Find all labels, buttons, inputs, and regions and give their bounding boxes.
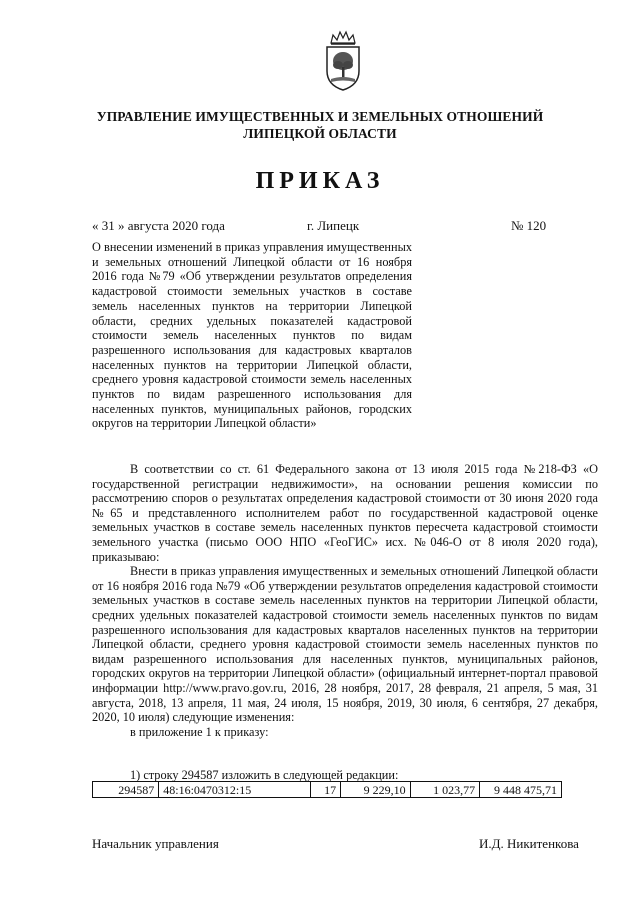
table-cell-area: 9 229,10 (341, 782, 410, 798)
table-cell-row-number: 294587 (93, 782, 159, 798)
table-cell-unit-value: 1 023,77 (410, 782, 479, 798)
table-cell-cadastral-number: 48:16:0470312:15 (159, 782, 311, 798)
table-cell-cadastral-value: 9 448 475,71 (480, 782, 562, 798)
document-number: № 120 (511, 218, 547, 233)
table-row (93, 782, 562, 798)
coat-of-arms-emblem (321, 29, 365, 93)
agency-name (0, 108, 640, 142)
document-date: « 31 » августа 2020 года (92, 218, 225, 233)
body-paragraph-amendment: Внести в приказ управления имущественных и земельных отношений Липецкой области от 16 ноября 2016 года №79 «Об утверждении результатов определения кадастровой стоимости земельных участков в составе земель населенных пунктов на территории Липецкой области, средних удельных показателей кадастровой стоимости земель населенных пунктов по видам разрешенного использования для кадастровых кварталов населенных пунктов на территории Липецкой области, среднего уровня кадастровой стоимости земель населенных пунктов по видам разрешенного использования для населенных пунктов, муниципальных районов, городских округов на территории Липецкой области» (официальный интернет-портал правовой информации http://www.pravo.gov.ru, 2016, 28 ноября, 2017, 28 февраля, 21 апреля, 5 мая, 31 августа, 2018, 13 апреля, 11 мая, 24 июля, 15 ноября, 2019, 30 июля, 6 сентября, 27 декабря, 2020, 10 июля) следующие изменения: (92, 564, 598, 725)
list-item-row-replacement: 1) строку 294587 изложить в следующей редакции: (130, 768, 399, 782)
agency-name-line1: УПРАВЛЕНИЕ ИМУЩЕСТВЕННЫХ И ЗЕМЕЛЬНЫХ ОТНОШЕНИЙ (96, 109, 544, 124)
document-title: ПРИКАЗ (255, 168, 385, 194)
amendment-table (92, 781, 562, 798)
body-paragraph-legal-basis: В соответствии со ст. 61 Федерального закона от 13 июля 2015 года №218-ФЗ «О государственной регистрации недвижимости», на основании решения комиссии по рассмотрению споров о результатах определения кадастровой стоимости от 30 июня 2020 года №65 и представленного исполнителем работ по государственной кадастровой оценке земельных участков в составе земель населенных пунктов пересчета кадастровой стоимости земельного участка (письмо ООО НПО «ГеоГИС» исх. №046-О от 8 июля 2020 года), приказываю: (92, 462, 598, 564)
document-place: г. Липецк (307, 218, 360, 233)
agency-name-line2: ЛИПЕЦКОЙ ОБЛАСТИ (243, 126, 397, 141)
order-subject: О внесении изменений в приказ управления имущественных и земельных отношений Липецкой области от 16 ноября 2016 года №79 «Об утверждении результатов определения кадастровой стоимости земельных участков в составе земель населенных пунктов на территории Липецкой области, средних удельных показателей кадастровой стоимости земель населенных пунктов по видам разрешенного использования для кадастровых кварталов населенных пунктов на территории Липецкой области, среднего уровня кадастровой стоимости земель населенных пунктов по видам разрешенного использования для населенных пунктов, муниципальных районов, городских округов на территории Липецкой области» (92, 240, 412, 431)
signature-name: И.Д. Никитенкова (479, 836, 579, 851)
signature-position: Начальник управления (92, 836, 219, 851)
body-paragraph-appendix: в приложение 1 к приказу: (130, 724, 269, 739)
table-cell-code: 17 (311, 782, 341, 798)
order-body (92, 462, 598, 739)
